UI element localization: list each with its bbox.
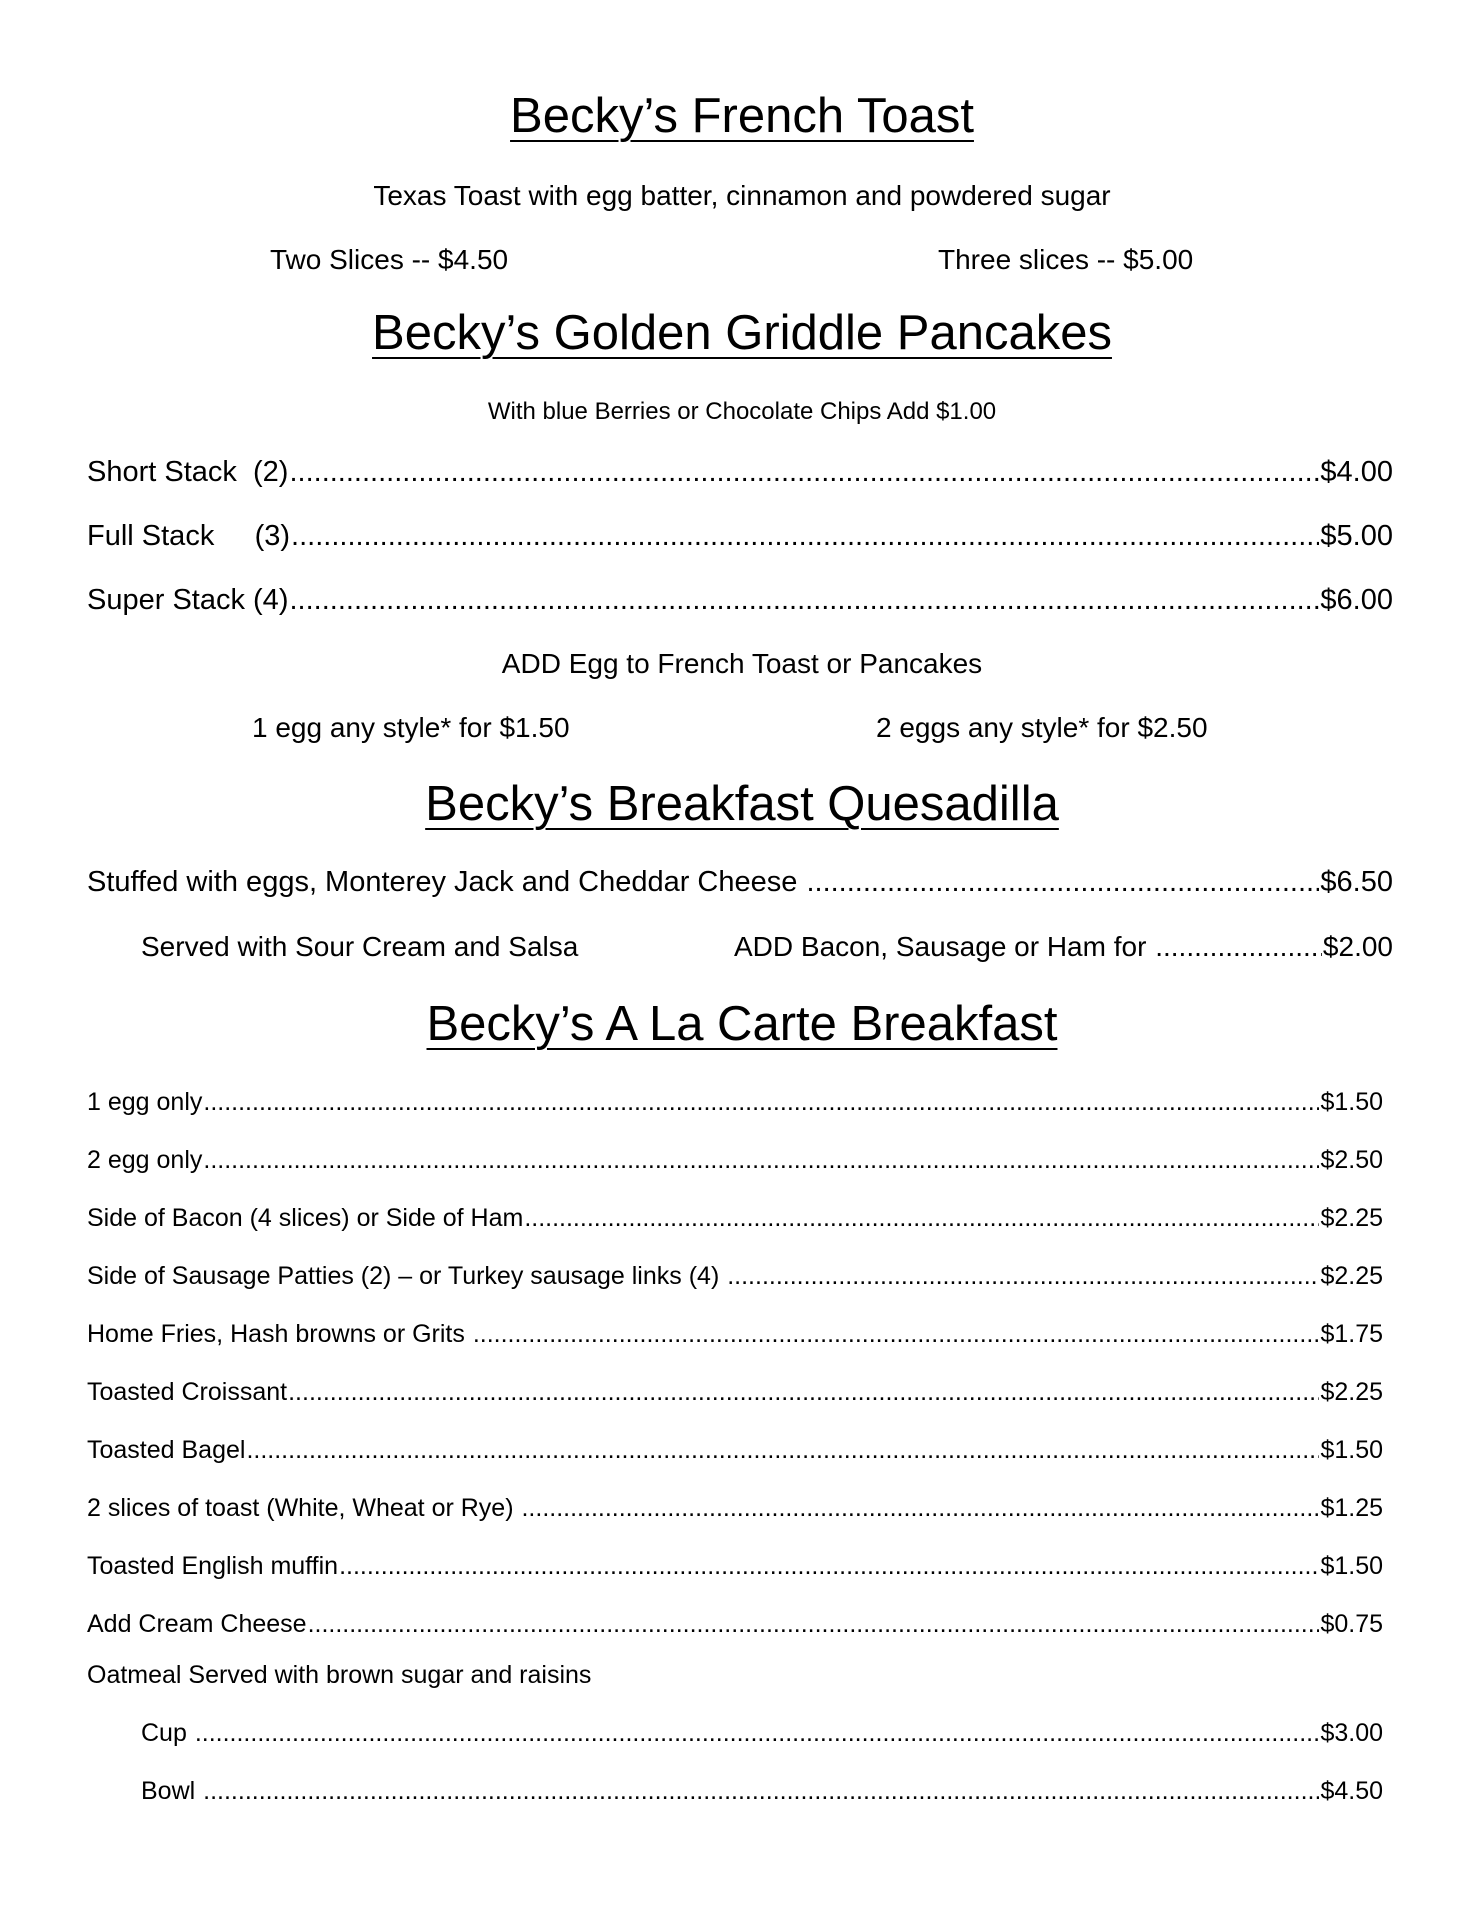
dot-leader: [308, 1610, 1320, 1639]
list-item: [87, 1146, 1383, 1175]
list-item: [87, 1436, 1383, 1465]
menu-item-label: 1 egg only: [87, 1088, 203, 1116]
pancake-item-super-stack: [87, 584, 1393, 617]
dot-leader: [246, 1436, 1319, 1465]
dot-leader: [1155, 931, 1322, 963]
menu-item-label: Side of Sausage Patties (2) – or Turkey sausage links (4): [87, 1262, 727, 1290]
list-item: [87, 1088, 1383, 1117]
menu-item-price: $1.25: [1320, 1494, 1383, 1522]
menu-item-price: $2.25: [1320, 1204, 1383, 1232]
list-item: [87, 1610, 1383, 1639]
dot-leader: [339, 1552, 1319, 1581]
menu-item-label: Add Cream Cheese: [87, 1610, 307, 1638]
menu-item-price: $6.00: [1320, 584, 1393, 616]
list-item: [141, 1719, 1383, 1748]
menu-item-label: Bowl: [141, 1777, 203, 1805]
list-item: [87, 1552, 1383, 1581]
menu-item-label: 2 slices of toast (White, Wheat or Rye): [87, 1494, 521, 1522]
quesadilla-title: Becky’s Breakfast Quesadilla: [425, 777, 1059, 831]
french-toast-two-slices: Two Slices -- $4.50: [270, 244, 509, 275]
french-toast-description: Texas Toast with egg batter, cinnamon and powdered sugar: [373, 180, 1111, 211]
quesadilla-item: [87, 866, 1393, 899]
add-egg-heading: ADD Egg to French Toast or Pancakes: [501, 648, 983, 679]
pancakes-title: Becky’s Golden Griddle Pancakes: [372, 306, 1112, 360]
menu-item-label: Full Stack (3): [87, 520, 291, 552]
dot-leader: [524, 1204, 1319, 1233]
dot-leader: [203, 1088, 1319, 1117]
dot-leader: [727, 1262, 1319, 1291]
menu-item-label: ADD Bacon, Sausage or Ham for: [734, 931, 1155, 962]
menu-item-price: $4.00: [1320, 456, 1393, 488]
pancake-item-short-stack: [87, 456, 1393, 489]
pancake-item-full-stack: [87, 520, 1393, 553]
menu-item-price: $1.75: [1320, 1320, 1383, 1348]
menu-item-label: Cup: [141, 1719, 194, 1747]
dot-leader: [289, 584, 1319, 617]
menu-item-price: $2.25: [1320, 1262, 1383, 1290]
add-two-eggs: 2 eggs any style* for $2.50: [876, 712, 1208, 743]
a-la-carte-title: Becky’s A La Carte Breakfast: [426, 997, 1058, 1051]
list-item: [141, 1777, 1383, 1806]
menu-item-price: $3.00: [1320, 1719, 1383, 1747]
menu-item-price: $2.25: [1320, 1378, 1383, 1406]
dot-leader: [289, 456, 1319, 489]
dot-leader: [473, 1320, 1320, 1349]
menu-item-label: Short Stack (2): [87, 456, 289, 488]
quesadilla-served-with: Served with Sour Cream and Salsa: [141, 931, 579, 962]
list-item: [87, 1204, 1383, 1233]
menu-item-price: $1.50: [1320, 1436, 1383, 1464]
dot-leader: [521, 1494, 1319, 1523]
list-item: [87, 1378, 1383, 1407]
dot-leader: [195, 1719, 1320, 1748]
menu-item-price: $2.50: [1320, 1146, 1383, 1174]
dot-leader: [203, 1146, 1319, 1175]
pancakes-note: With blue Berries or Chocolate Chips Add $1.00: [487, 398, 997, 425]
menu-item-label: Toasted Croissant: [87, 1378, 288, 1406]
dot-leader: [203, 1777, 1319, 1806]
menu-item-label: Side of Bacon (4 slices) or Side of Ham: [87, 1204, 524, 1232]
menu-item-label: Home Fries, Hash browns or Grits: [87, 1320, 472, 1348]
quesadilla-addon: [734, 931, 1393, 963]
menu-item-label: Toasted Bagel: [87, 1436, 246, 1464]
menu-item-label: Toasted English muffin: [87, 1552, 339, 1580]
menu-item-price: $6.50: [1320, 866, 1393, 898]
menu-item-price: $1.50: [1320, 1552, 1383, 1580]
add-one-egg: 1 egg any style* for $1.50: [252, 712, 570, 743]
menu-item-price: $1.50: [1320, 1088, 1383, 1116]
list-item: [87, 1320, 1383, 1349]
menu-item-label: 2 egg only: [87, 1146, 203, 1174]
menu-item-price: $4.50: [1320, 1777, 1383, 1805]
menu-item-label: Stuffed with eggs, Monterey Jack and Cheddar Cheese: [87, 866, 806, 898]
dot-leader: [288, 1378, 1319, 1407]
menu-item-price: $5.00: [1320, 520, 1393, 552]
french-toast-title: Becky’s French Toast: [510, 89, 974, 143]
oatmeal-heading: Oatmeal Served with brown sugar and raisins: [87, 1661, 592, 1689]
menu-item-label: Super Stack (4): [87, 584, 289, 616]
dot-leader: [291, 520, 1319, 553]
menu-item-price: $0.75: [1320, 1610, 1383, 1638]
list-item: [87, 1494, 1383, 1523]
dot-leader: [806, 866, 1319, 899]
list-item: [87, 1262, 1383, 1291]
french-toast-three-slices: Three slices -- $5.00: [938, 244, 1194, 275]
menu-item-price: $2.00: [1322, 931, 1393, 962]
